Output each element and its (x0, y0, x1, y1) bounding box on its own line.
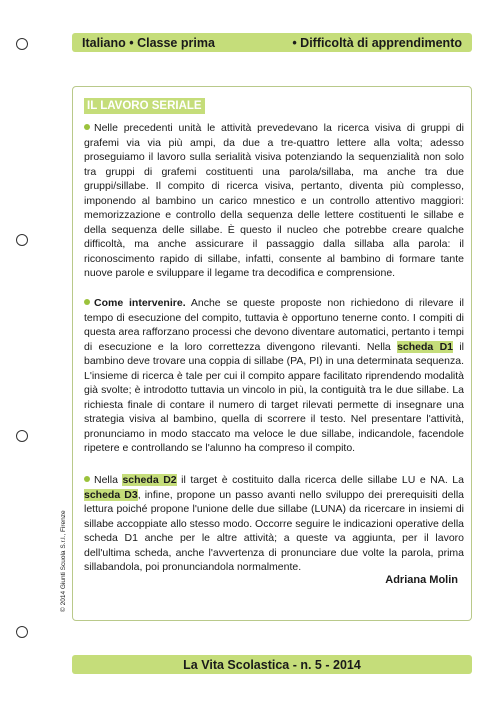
footer-text: La Vita Scolastica - n. 5 - 2014 (183, 657, 361, 672)
paragraph-3 (84, 473, 464, 575)
paragraph-3-text-a: il target è costituito dalla ricerca delle sillabe LU e NA. La (176, 474, 464, 486)
binder-hole-4 (16, 626, 28, 638)
paragraph-2-text-a: Anche se queste proposte non richiedono di rilevare il tempo di esecuzione del compito, tuttavia è opportuno tenerne conto. I compiti di questa area rafforzano processi che devono diventare automatici, pertanto i tempi di esecuzione e la loro correttezza divengono rilevanti. Nella (84, 297, 464, 353)
bullet-icon (84, 476, 90, 482)
author-name: Adriana Molin (385, 574, 458, 586)
binder-hole-2 (16, 234, 28, 246)
page-header (72, 33, 472, 52)
bullet-icon (84, 124, 90, 130)
paragraph-3-text-b: , infine, propone un passo avanti nello sviluppo dei prerequisiti della lettura poiché propone l'unione delle due sillabe (LUNA) da ricercare in insiemi di sillabe accoppiate allo stesso modo. Occorre seguire le indicazioni operative della scheda D1 anche per le altre attività; a queste va aggiunta, per il lavoro dell'ultima scheda, anche l'avvertenza di pronunciare due volte la parola, prima sillabandola, poi pronunciandola normalmente. (84, 488, 464, 574)
binder-hole-3 (16, 430, 28, 442)
paragraph-3-lead: Nella (94, 474, 123, 486)
header-subject: Italiano • Classe prima (82, 35, 215, 50)
page-footer (72, 655, 472, 674)
paragraph-1-text: Nelle precedenti unità le attività prevedevano la ricerca visiva di gruppi di grafemi via via più ampi, da due a tre-quattro lettere alla volta; adesso proseguiamo il lavoro sulla serialità visiva potenziando la sequenzialità non solo tra gruppi di grafemi costituenti una parola/sillaba, ma anche tra due gruppi/sillabe. Il compito di ricerca visiva, pertanto, diventa più complesso, imponendo al bambino un carico mnestico e un controllo attentivo maggiori: memorizzazione e controllo della sequenza delle lettere costituenti le sillabe e della sequenza delle sillabe. È questo il nucleo che potrebbe creare qualche difficoltà, ma anche assicurare il passaggio dalla sillaba alla parola: il riconoscimento rapido di sillabe, infatti, consente al bambino di formare tante nuove parole e sviluppare il legame tra decodifica e comprensione. (84, 122, 464, 280)
section-title: IL LAVORO SERIALE (84, 98, 205, 114)
paragraph-2-text-b: il bambino deve trovare una coppia di sillabe (PA, PI) in una determinata sequenza. L'insieme di ricerca è tale per cui il compito appare facilitato riprendendo modalità già svolte; è introdotto tuttavia un vincolo in più, la contiguità tra le due sillabe. La richiesta finale di contare il numero di target rilevati permette di insegnare una strategia visiva al bambino, quella di scorrere il testo. Nel presentare l'attività, pronunciamo in modo staccato ma veloce le due sillabe, indicandole, facendole ripetere e controllando se l'alunno ha compreso il compito. (84, 340, 464, 455)
binder-hole-1 (16, 38, 28, 50)
header-topic: • Difficoltà di apprendimento (292, 35, 462, 50)
paragraph-2 (84, 296, 464, 456)
ref-scheda-d3: scheda D3 (84, 488, 138, 501)
ref-scheda-d1: scheda D1 (397, 340, 454, 353)
ref-scheda-d2: scheda D2 (122, 474, 177, 486)
bullet-icon (84, 299, 90, 305)
paragraph-1 (84, 121, 464, 281)
paragraph-2-lead: Come intervenire. (94, 297, 186, 309)
copyright-notice: © 2014 Giunti Scuola S.r.l., Firenze (60, 510, 67, 612)
